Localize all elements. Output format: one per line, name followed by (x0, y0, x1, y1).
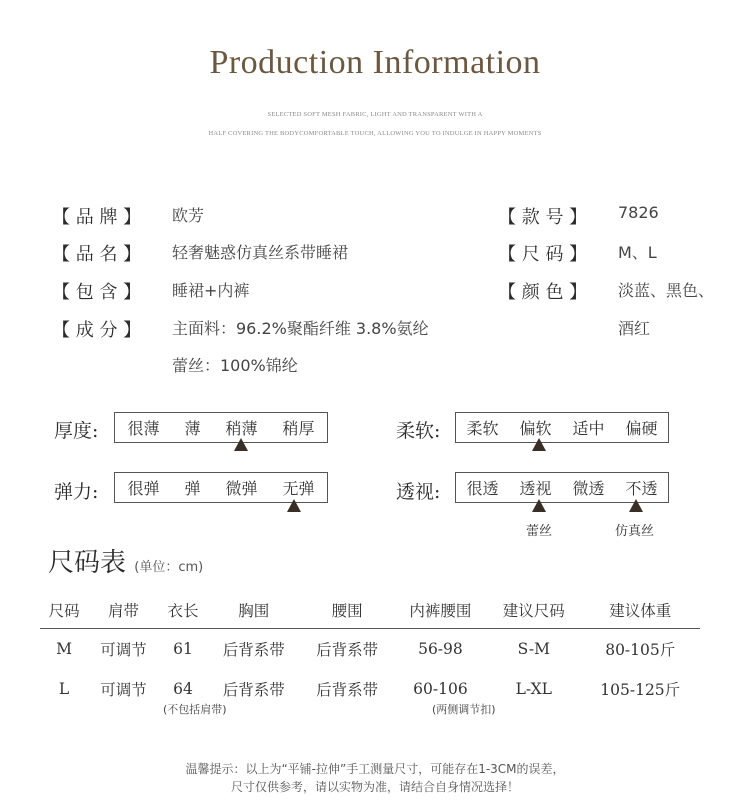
table-cell: 可调节 (100, 681, 147, 699)
scale-option: 偏软 (519, 419, 552, 438)
scale-option: 适中 (572, 419, 605, 438)
brand-label: 【 品 牌 】 (52, 207, 142, 228)
thickness-scale (114, 412, 328, 443)
table-cell: 后背系带 (316, 641, 379, 659)
thickness-scale-label: 厚度: (54, 420, 99, 442)
transparency-marker-silk-label: 仿真丝 (615, 524, 655, 539)
table-cell: 后背系带 (222, 681, 285, 699)
size-label: 【 尺 码 】 (498, 244, 588, 265)
column-header: 肩带 (108, 602, 140, 620)
scale-option: 微弹 (225, 479, 258, 498)
softness-marker (532, 438, 546, 451)
transparency-marker-silk (629, 499, 643, 512)
scale-option: 弹 (184, 479, 201, 498)
scale-option: 很透 (466, 479, 499, 498)
table-cell: 56-98 (418, 640, 463, 658)
scale-option: 无弹 (282, 479, 315, 498)
column-header: 胸围 (238, 602, 270, 620)
includes-label: 【 包 含 】 (52, 282, 142, 303)
style-number-label: 【 款 号 】 (498, 207, 588, 228)
table-cell: 可调节 (100, 641, 147, 659)
scale-option: 微透 (572, 479, 605, 498)
transparency-marker-lace (532, 499, 546, 512)
elasticity-marker (287, 499, 301, 512)
color-label: 【 颜 色 】 (498, 282, 588, 303)
size-table (40, 592, 700, 709)
table-cell: M (56, 640, 72, 658)
table-cell: 105-125斤 (600, 681, 681, 699)
column-header: 衣长 (167, 602, 199, 620)
size-table-title (48, 542, 203, 579)
length-note: (不包括肩带) (163, 703, 227, 716)
thickness-marker (234, 438, 248, 451)
table-row (40, 669, 700, 709)
footer-note-line-2: 尺寸仅供参考，请以实物为准，请结合自身情况选择！ (230, 780, 519, 794)
table-cell: 64 (173, 680, 193, 698)
table-cell: 后背系带 (222, 641, 285, 659)
subtitle-line-2: HALF COVERING THE BODYCOMFORTABLE TOUCH, ALLOWING YOU TO INDULGE IN HAPPY MOMENTS (208, 130, 542, 137)
scale-option: 薄 (184, 419, 201, 438)
size-table-heading: 尺码表 (48, 548, 127, 578)
product-name-value: 轻奢魅惑仿真丝系带睡裙 (172, 243, 349, 262)
table-cell: S-M (517, 640, 550, 658)
brand-value: 欧芳 (172, 206, 205, 225)
softness-scale (455, 412, 669, 443)
color-value-1: 淡蓝、黑色、 (618, 281, 715, 300)
material-label: 【 成 分 】 (52, 320, 142, 341)
transparency-scale-label: 透视: (396, 481, 441, 503)
product-name-label: 【 品 名 】 (52, 244, 142, 265)
scale-option: 稍厚 (282, 419, 315, 438)
scale-option: 稍薄 (225, 419, 258, 438)
size-table-unit: (单位：cm) (134, 560, 204, 575)
waist-note: (两侧调节扣) (432, 703, 496, 716)
includes-value: 睡裙+内裤 (172, 281, 250, 300)
column-header: 建议尺码 (502, 602, 565, 620)
scale-option: 透视 (519, 479, 552, 498)
table-cell: L-XL (515, 680, 552, 698)
style-number-value: 7826 (618, 203, 659, 222)
softness-scale-label: 柔软: (396, 420, 441, 442)
table-header-row (40, 592, 700, 629)
column-header: 内裤腰围 (409, 602, 472, 620)
material-value-main: 主面料：96.2%聚酯纤维 3.8%氨纶 (172, 319, 429, 338)
page-title: Production Information (209, 44, 541, 81)
subtitle-line-1: SELECTED SOFT MESH FABRIC, LIGHT AND TRANSPARENT WITH A (267, 111, 483, 118)
transparency-marker-lace-label: 蕾丝 (526, 524, 553, 539)
footer-note-line-1: 温馨提示：以上为“平铺-拉伸”手工测量尺寸，可能存在1-3CM的误差， (185, 762, 565, 776)
scale-option: 很薄 (127, 419, 160, 438)
column-header: 腰围 (331, 602, 363, 620)
table-row (40, 629, 700, 670)
scale-option: 偏硬 (625, 419, 658, 438)
table-cell: 后背系带 (316, 681, 379, 699)
table-cell: 61 (173, 640, 193, 658)
table-cell: 80-105斤 (605, 641, 676, 659)
material-value-lace: 蕾丝：100%锦纶 (172, 356, 298, 375)
table-cell: L (58, 680, 70, 698)
color-value-2: 酒红 (618, 319, 651, 338)
scale-option: 柔软 (466, 419, 499, 438)
scale-option: 很弹 (127, 479, 160, 498)
scale-option: 不透 (625, 479, 658, 498)
column-header: 建议体重 (609, 602, 672, 620)
table-cell: 60-106 (413, 680, 468, 698)
size-value: M、L (618, 243, 657, 262)
column-header: 尺码 (48, 602, 80, 620)
elasticity-scale-label: 弹力: (54, 481, 99, 503)
